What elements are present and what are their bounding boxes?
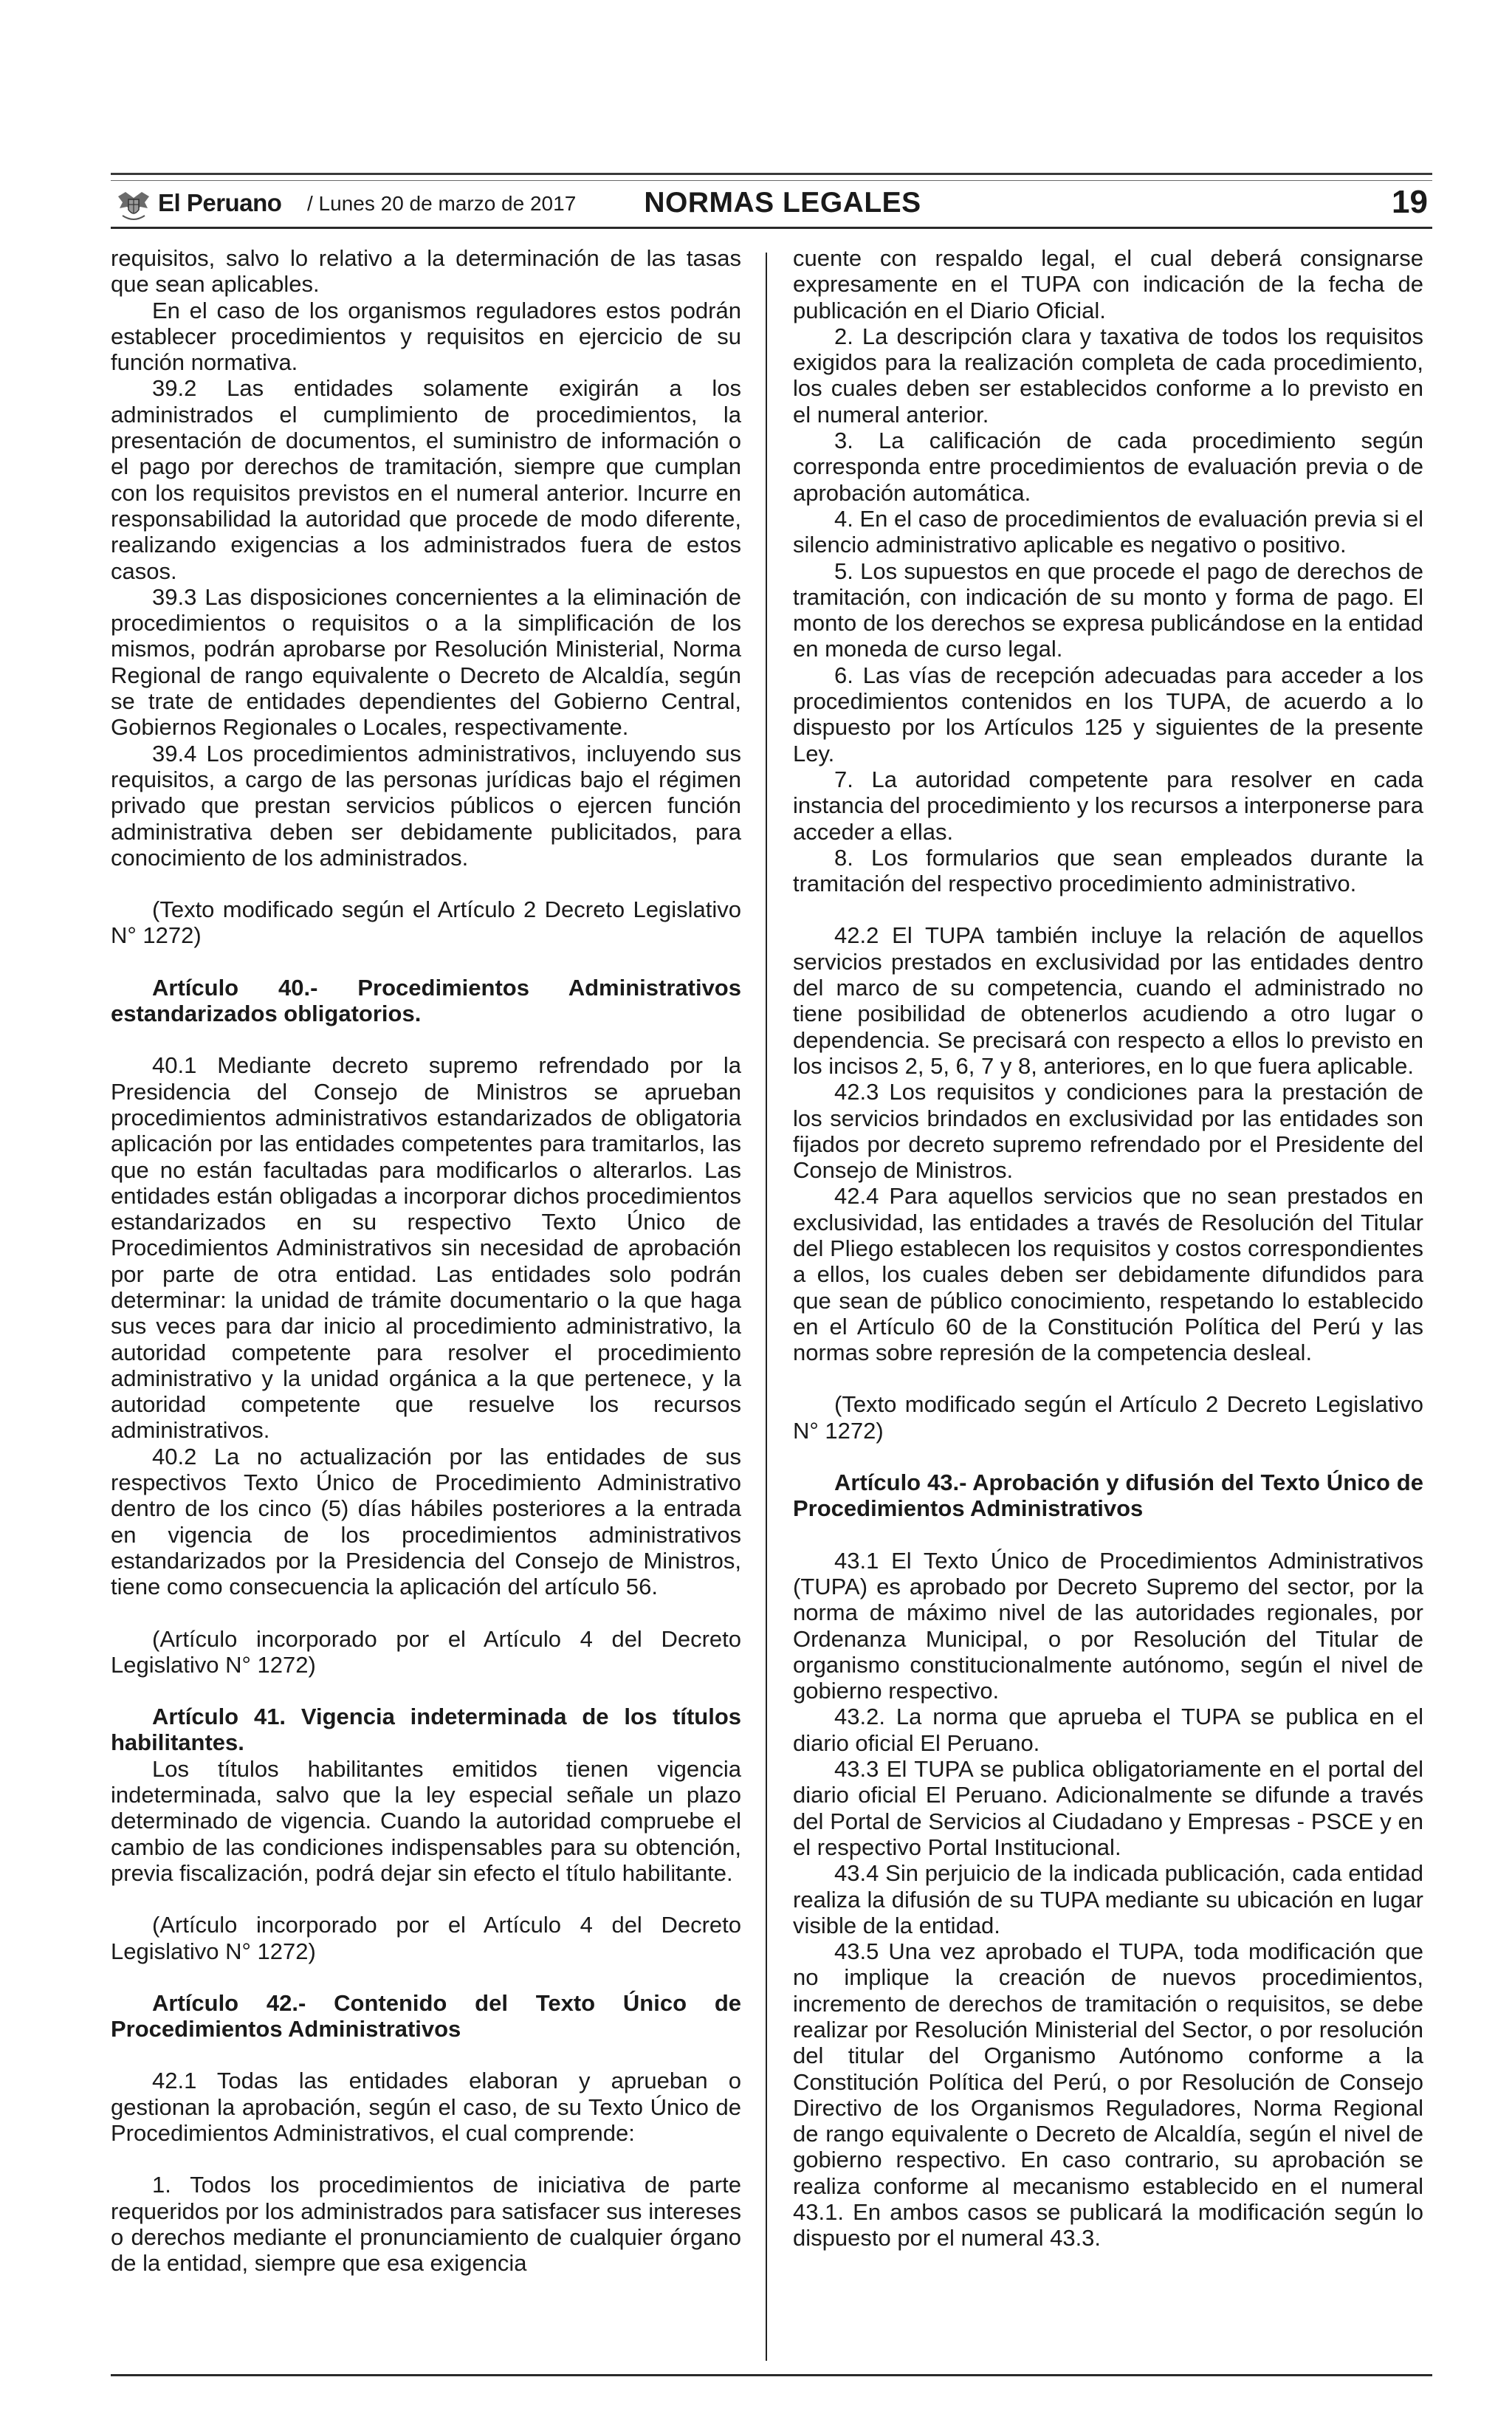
paragraph: 40.1 Mediante decreto supremo refrendado por la Presidencia del Consejo de Ministros se aprueban procedimientos administrativos estandarizados de obligatoria aplicación por las entidades competentes para tramitarlos, las que no están facultadas para modificarlos o alterarlos. Las entidades están obligadas a incorporar dichos procedimientos estandarizados en su respectivo Texto Único de Procedimientos Administrativos sin necesidad de aprobación por parte de otra entidad. Las entidades solo podrán determinar: la unidad de trámite documentario o la que haga sus veces para dar inicio al procedimiento administrativo, la autoridad competente para resolver el procedimiento administrativo y la unidad orgánica a la que pertenece, y la autoridad competente que resuelve los recursos administrativos. xyxy=(111,1052,741,1444)
paragraph: 42.1 Todas las entidades elaboran y aprueban o gestionan la aprobación, según el caso, de su Texto Único de Procedimientos Administrativos, el cual comprende: xyxy=(111,2068,741,2146)
paragraph: requisitos, salvo lo relativo a la determinación de las tasas que sean aplicables. xyxy=(111,245,741,298)
paragraph: 42.3 Los requisitos y condiciones para la prestación de los servicios brindados en exclusividad por las entidades son fijados por decreto supremo refrendado por el Presidente del Consejo de Ministros. xyxy=(793,1079,1423,1184)
publication-date: / Lunes 20 de marzo de 2017 xyxy=(307,192,577,215)
left-column xyxy=(111,245,741,2276)
paragraph: 42.4 Para aquellos servicios que no sean prestados en exclusividad, las entidades a través de Resolución del Titular del Pliego establecen los requisitos y costos correspondientes a ellos, los cuales deben ser debidamente difundidos para que sean de público conocimiento, respetando lo establecido en el Artículo 60 de la Constitución Política del Perú y las normas sobre represión de la competencia desleal. xyxy=(793,1183,1423,1366)
paragraph: En el caso de los organismos reguladores estos podrán establecer procedimientos y requisitos en ejercicio de su función normativa. xyxy=(111,297,741,376)
header-rule-top xyxy=(111,173,1432,175)
right-column xyxy=(793,245,1423,2251)
paragraph: 39.2 Las entidades solamente exigirán a los administrados el cumplimiento de procedimientos, la presentación de documentos, el suministro de información o el pago por derechos de tramitación, siempre que cumplan con los requisitos previstos en el numeral anterior. Incurre en responsabilidad la autoridad que procede de modo diferente, realizando exigencias a los administrados fuera de estos casos. xyxy=(111,375,741,584)
paragraph: Los títulos habilitantes emitidos tienen vigencia indeterminada, salvo que la ley especial señale un plazo determinado de vigencia. Cuando la autoridad compruebe el cambio de las condiciones indispensables para su obtención, previa fiscalización, podrá dejar sin efecto el título habilitante. xyxy=(111,1755,741,1886)
article-heading: Artículo 40.- Procedimientos Administrativos estandarizados obligatorios. xyxy=(111,974,741,1027)
paragraph: 7. La autoridad competente para resolver en cada instancia del procedimiento y los recursos a interponerse para acceder a ellas. xyxy=(793,766,1423,845)
paragraph: 5. Los supuestos en que procede el pago de derechos de tramitación, con indicación de su monto y forma de pago. El monto de los derechos se expresa publicándose en la entidad en moneda de curso legal. xyxy=(793,558,1423,662)
article-heading: Artículo 42.- Contenido del Texto Único de Procedimientos Administrativos xyxy=(111,1989,741,2043)
section-title: NORMAS LEGALES xyxy=(644,187,921,219)
paragraph: cuente con respaldo legal, el cual deberá consignarse expresamente en el TUPA con indicación de la fecha de publicación en el Diario Oficial. xyxy=(793,245,1423,323)
paragraph: 43.2. La norma que aprueba el TUPA se publica en el diario oficial El Peruano. xyxy=(793,1704,1423,1756)
paragraph: 43.5 Una vez aprobado el TUPA, toda modificación que no implique la creación de nuevos procedimientos, incremento de derechos de tramitación o requisitos, se debe realizar por Resolución Ministerial del Sector, o por resolución del titular del Organismo Autónomo conforme a la Constitución Política del Perú, o por Resolución de Consejo Directivo de los Organismos Reguladores, Norma Regional de rango equivalente o Decreto de Alcaldía, según el nivel de gobierno respectivo. En caso contrario, su aprobación se realiza conforme al mecanismo establecido en el numeral 43.1. En ambos casos se publicará la modificación según lo dispuesto por el numeral 43.3. xyxy=(793,1938,1423,2251)
column-divider xyxy=(766,253,767,2361)
paragraph: (Texto modificado según el Artículo 2 Decreto Legislativo N° 1272) xyxy=(111,896,741,949)
paragraph: 2. La descripción clara y taxativa de todos los requisitos exigidos para la realización completa de cada procedimiento, los cuales deben ser establecidos conforme a lo previsto en el numeral anterior. xyxy=(793,323,1423,428)
paragraph: 43.4 Sin perjuicio de la indicada publicación, cada entidad realiza la difusión de su TUPA mediante su ubicación en lugar visible de la entidad. xyxy=(793,1860,1423,1938)
paragraph: 4. En el caso de procedimientos de evaluación previa si el silencio administrativo aplicable es negativo o positivo. xyxy=(793,505,1423,558)
page-number: 19 xyxy=(1392,184,1428,220)
paragraph: 3. La calificación de cada procedimiento según corresponda entre procedimientos de evaluación previa o de aprobación automática. xyxy=(793,428,1423,506)
paragraph: (Artículo incorporado por el Artículo 4 del Decreto Legislativo N° 1272) xyxy=(111,1912,741,1964)
paragraph: 1. Todos los procedimientos de iniciativa de parte requeridos por los administrados para satisfacer sus intereses o derechos mediante el pronunciamiento de cualquier órgano de la entidad, siempre que esa exigencia xyxy=(111,2172,741,2277)
paragraph: 43.3 El TUPA se publica obligatoriamente en el portal del diario oficial El Peruano. Adicionalmente se difunde a través del Portal de Servicios al Ciudadano y Empresas - PSCE y en el respectivo Portal Institucional. xyxy=(793,1756,1423,1860)
publication-name: El Peruano xyxy=(158,189,282,216)
footer-rule xyxy=(111,2374,1432,2376)
paragraph: (Texto modificado según el Artículo 2 Decreto Legislativo N° 1272) xyxy=(793,1391,1423,1444)
page-header xyxy=(111,173,1432,232)
paragraph: 40.2 La no actualización por las entidades de sus respectivos Texto Único de Procedimiento Administrativo dentro de los cinco (5) días hábiles posteriores a la entrada en vigencia de los procedimientos administrativos estandarizados por la Presidencia del Consejo de Ministros, tiene como consecuencia la aplicación del artículo 56. xyxy=(111,1443,741,1600)
header-rule-thin xyxy=(111,180,1432,181)
paragraph: 42.2 El TUPA también incluye la relación de aquellos servicios prestados en exclusividad por las entidades dentro del marco de su competencia, cuando el administrado no tiene posibilidad de obtenerlos acudiendo a otro lugar o dependencia. Se precisará con respecto a ellos lo previsto en los incisos 2, 5, 6, 7 y 8, anteriores, en lo que fuera aplicable. xyxy=(793,922,1423,1079)
paragraph: 8. Los formularios que sean empleados durante la tramitación del respectivo procedimiento administrativo. xyxy=(793,844,1423,897)
paragraph: 6. Las vías de recepción adecuadas para acceder a los procedimientos contenidos en los TUPA, de acuerdo a lo dispuesto por los Artículos 125 y siguientes de la presente Ley. xyxy=(793,662,1423,766)
coat-of-arms-icon xyxy=(115,186,152,223)
paragraph: 39.3 Las disposiciones concernientes a la eliminación de procedimientos o requisitos o a la simplificación de los mismos, podrán aprobarse por Resolución Ministerial, Norma Regional de rango equivalente o Decreto de Alcaldía, según se trate de entidades dependientes del Gobierno Central, Gobiernos Regionales o Locales, respectivamente. xyxy=(111,583,741,741)
article-heading: Artículo 41. Vigencia indeterminada de los títulos habilitantes. xyxy=(111,1704,741,1756)
header-rule-bottom xyxy=(111,227,1432,229)
paragraph: 43.1 El Texto Único de Procedimientos Administrativos (TUPA) es aprobado por Decreto Supremo del sector, por la norma de máximo nivel de las autoridades regionales, por Ordenanza Municipal, o por Resolución del Titular de organismo constitucionalmente autónomo, según el nivel de gobierno respectivo. xyxy=(793,1547,1423,1704)
paragraph: (Artículo incorporado por el Artículo 4 del Decreto Legislativo N° 1272) xyxy=(111,1625,741,1678)
article-heading: Artículo 43.- Aprobación y difusión del Texto Único de Procedimientos Administrativos xyxy=(793,1469,1423,1522)
paragraph: 39.4 Los procedimientos administrativos, incluyendo sus requisitos, a cargo de las personas jurídicas bajo el régimen privado que prestan servicios públicos o ejercen función administrativa deben ser debidamente publicitados, para conocimiento de los administrados. xyxy=(111,740,741,871)
